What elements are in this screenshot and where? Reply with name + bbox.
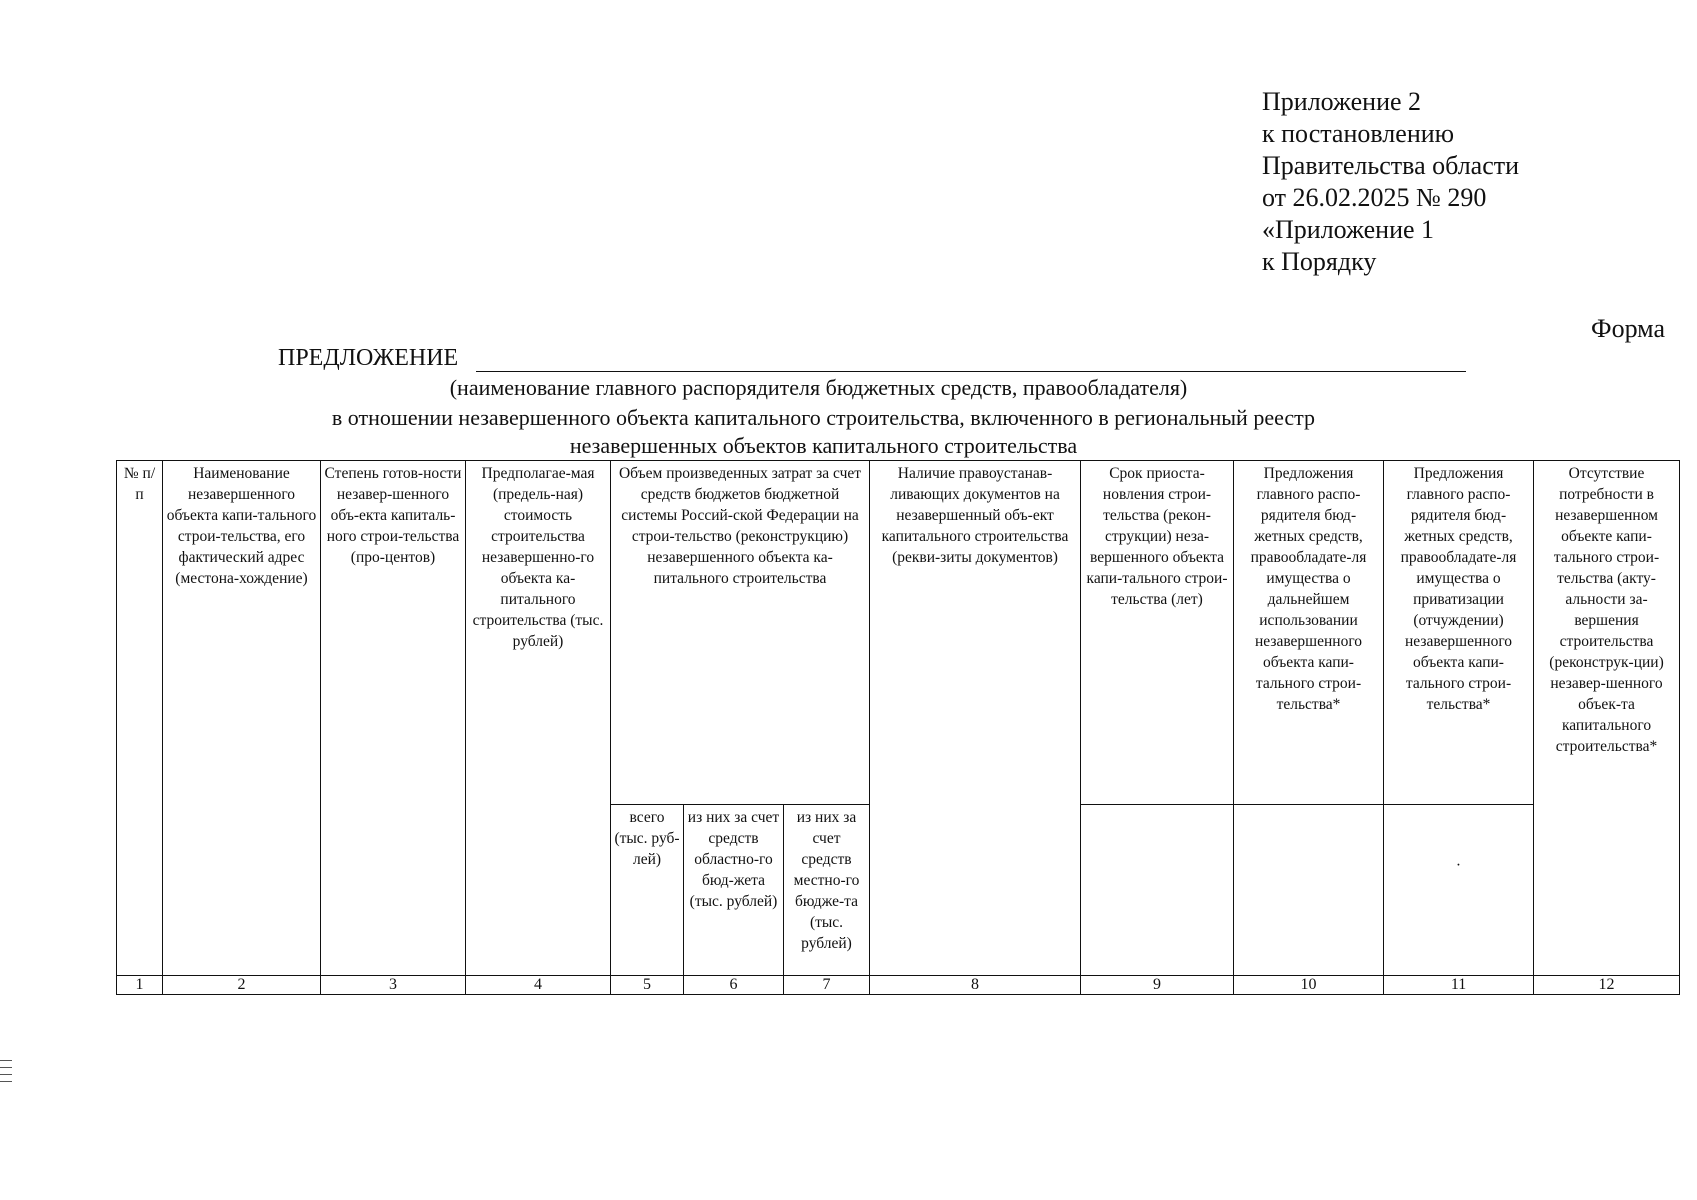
column-number: 12: [1534, 976, 1680, 995]
column-number: 5: [611, 976, 684, 995]
empty-cell: [1081, 805, 1234, 976]
column-number: 1: [117, 976, 163, 995]
header-cell-suspension: Срок приоста-новления строи-тельства (рекон-струкции) неза-вершенного объекта капи-тального строи-тельства (лет): [1081, 461, 1234, 805]
appendix-line: от 26.02.2025 № 290: [1262, 183, 1487, 212]
column-number: 4: [466, 976, 611, 995]
document-title: [278, 345, 1466, 372]
appendix-line: «Приложение 1: [1262, 215, 1435, 244]
appendix-line: Приложение 2: [1262, 87, 1422, 116]
header-cell-total: всего (тыс. руб-лей): [611, 805, 684, 976]
title-blank-line: [476, 347, 1466, 372]
column-number: 11: [1384, 976, 1534, 995]
header-row-top: [117, 461, 1680, 805]
column-number: 9: [1081, 976, 1234, 995]
scan-margin-marks: [0, 1060, 12, 1088]
stray-mark: ·: [1455, 857, 1462, 874]
column-number: 6: [684, 976, 784, 995]
header-cell-cost: Предполагае-мая (предель-ная) стоимость строительства незавершенно-го объекта ка-питального строительства (тыс. рублей): [466, 461, 611, 976]
header-cell-number: № п/п: [117, 461, 163, 976]
column-number: 2: [163, 976, 321, 995]
header-cell-documents: Наличие правоустанав-ливающих документов на незавершенный объ-ект капитального строительства (рекви-зиты документов): [870, 461, 1081, 976]
column-numbers-row: [117, 976, 1680, 995]
header-cell-local: из них за счет средств местно-го бюдже-та (тыс. рублей): [784, 805, 870, 976]
header-cell-regional: из них за счет средств областно-го бюд-жета (тыс. рублей): [684, 805, 784, 976]
empty-cell: [1234, 805, 1384, 976]
appendix-header: [1262, 86, 1519, 278]
title-heading: ПРЕДЛОЖЕНИЕ: [278, 345, 459, 371]
blank-caption: (наименование главного распорядителя бюджетных средств, правообладателя): [449, 375, 1188, 400]
form-label: Форма: [1591, 314, 1665, 343]
header-cell-expenses: Объем произведенных затрат за счет средств бюджетов бюджетной системы Россий-ской Федерации на строи-тельство (реконструкцию) незавершенного объекта ка-питального строительства: [611, 461, 870, 805]
proposal-table: [116, 460, 1680, 995]
header-cell-readiness: Степень готов-ности незавер-шенного объ-екта капиталь-ного строи-тельства (про-центов): [321, 461, 466, 976]
title-line-2: в отношении незавершенного объекта капитального строительства, включенного в региональный реестр: [331, 405, 1316, 430]
appendix-line: Правительства области: [1262, 151, 1520, 180]
scan-mark: [0, 1081, 12, 1082]
column-number: 3: [321, 976, 466, 995]
scan-mark: [0, 1060, 12, 1061]
header-cell-name: Наименование незавершенного объекта капи-тального строи-тельства, его фактический адрес (местона-хождение): [163, 461, 321, 976]
column-number: 10: [1234, 976, 1384, 995]
header-cell-proposal-use: Предложения главного распо-рядителя бюд-жетных средств, правообладате-ля имущества о дальнейшем использовании незавершенного объекта капи-тального строи-тельства*: [1234, 461, 1384, 805]
scan-mark: [0, 1067, 12, 1068]
scan-mark: [0, 1074, 12, 1075]
column-number: 8: [870, 976, 1081, 995]
appendix-line: к Порядку: [1262, 247, 1377, 276]
column-number: 7: [784, 976, 870, 995]
header-cell-no-need: Отсутствие потребности в незавершенном объекте капи-тального строи-тельства (акту-альности за-вершения строительства (реконструк-ции) незавер-шенного объек-та капитального строительства*: [1534, 461, 1680, 976]
empty-cell: [1384, 805, 1534, 976]
header-cell-proposal-privatization: Предложения главного распо-рядителя бюд-жетных средств, правообладате-ля имущества о приватизации (отчуждении) незавершенного объекта капи-тального строи-тельства*: [1384, 461, 1534, 805]
appendix-line: к постановлению: [1262, 119, 1455, 148]
title-line-3: незавершенных объектов капитального строительства: [569, 433, 1078, 458]
